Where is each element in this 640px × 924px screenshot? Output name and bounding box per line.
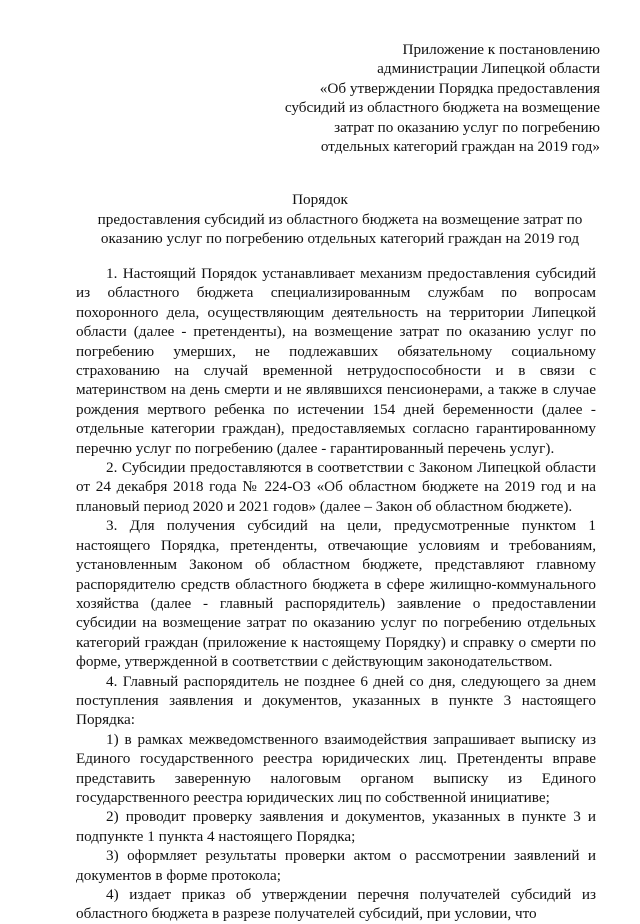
document-title: Порядок xyxy=(292,191,348,208)
appendix-line: «Об утверждении Порядка предоставления xyxy=(319,79,600,97)
subparagraph-4-3: 3) оформляет результаты проверки актом о рассмотрении заявлений и документов в форме протокола; xyxy=(76,847,596,884)
paragraph-4: 4. Главный распорядитель не позднее 6 дней со дня, следующего за днем поступления заявления и документов, указанных в пункте 3 настоящего Порядка: xyxy=(76,672,596,729)
paragraph-1: 1. Настоящий Порядок устанавливает механизм предоставления субсидий из областного бюджета специализированным службам по вопросам похоронного дела, осуществляющим деятельность на территории Липецкой области (далее - претенденты), на возмещение затрат по оказанию услуг по погребению умерших, не подлежавших обязательному социальному страхованию на случай временной нетрудоспособности и в связи с материнством на день смерти и не являвшихся пенсионерами, а также в случае рождения мертвого ребенка по истечении 154 дней беременности (далее - отдельные категории граждан), предоставляемых согласно гарантированному перечню услуг по погребению (далее - гарантированный перечень услуг). xyxy=(76,265,596,457)
document-body xyxy=(76,264,596,924)
paragraph-2: 2. Субсидии предоставляются в соответствии с Законом Липецкой области от 24 декабря 2018 года № 224-ОЗ «Об областном бюджете на 2019 год и на плановый период 2020 и 2021 годов» (далее – Закон об областном бюджете). xyxy=(76,459,596,515)
appendix-line: отдельных категорий граждан на 2019 год» xyxy=(320,138,600,156)
document-subtitle: предоставления субсидий из областного бюджета на возмещение затрат по оказанию услуг по погребению отдельных категорий граждан на 2019 год xyxy=(97,211,583,248)
subparagraph-4-1: 1) в рамках межведомственного взаимодействия запрашивает выписку из Единого государственного реестра юридических лиц. Претенденты вправе представить заверенную налоговым органом выписку из Единого государственного реестра юридических лиц по собственной инициативе; xyxy=(76,730,596,806)
appendix-line: затрат по оказанию услуг по погребению xyxy=(334,118,600,136)
subparagraph-4-2: 2) проводит проверку заявления и документов, указанных в пункте 3 и подпункте 1 пункта 4 настоящего Порядка; xyxy=(76,808,596,845)
subparagraph-4-4: 4) издает приказ об утверждении перечня получателей субсидий из областного бюджета в разрезе получателей субсидий, при условии, что xyxy=(76,886,596,923)
appendix-header xyxy=(240,40,600,156)
paragraph-3: 3. Для получения субсидий на цели, предусмотренные пунктом 1 настоящего Порядка, претенденты, отвечающие условиям и требованиям, установленным Законом об областном бюджете, представляют главному распорядителю средств областного бюджета в сфере жилищно-коммунального хозяйства (далее - главный распорядитель) заявление о предоставлении субсидии на возмещение затрат по оказанию услуг по погребению отдельных категорий граждан (приложение к настоящему Порядку) и справку о смерти по форме, утвержденной в соответствии с действующим законодательством. xyxy=(76,517,596,671)
appendix-line: администрации Липецкой области xyxy=(377,60,600,78)
appendix-line: Приложение к постановлению xyxy=(402,41,600,58)
appendix-line: субсидий из областного бюджета на возмещение xyxy=(284,99,600,117)
